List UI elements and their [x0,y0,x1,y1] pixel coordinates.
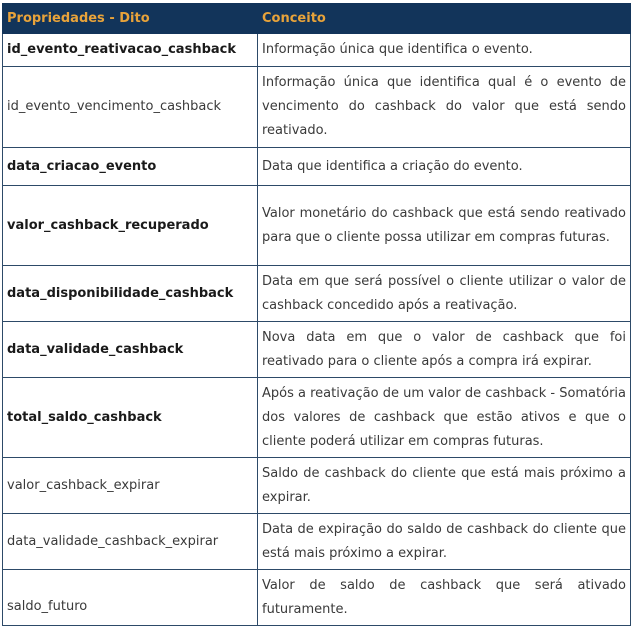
table-row [3,570,631,626]
table-row [3,67,631,148]
table-row [3,514,631,570]
concept-cell: Data em que será possível o cliente utilizar o valor de cashback concedido após a reativação. [258,266,631,322]
concept-cell: Saldo de cashback do cliente que está mais próximo a expirar. [258,458,631,514]
table-header-row [3,4,631,34]
property-cell: data_validade_cashback_expirar [3,514,258,570]
concept-cell: Após a reativação de um valor de cashback - Somatória dos valores de cashback que estão ativos e que o cliente poderá utilizar em compras futuras. [258,378,631,458]
concept-cell: Data que identifica a criação do evento. [258,148,631,186]
concept-cell: Informação única que identifica qual é o evento de vencimento do cashback do valor que está sendo reativado. [258,67,631,148]
property-cell: data_validade_cashback [3,322,258,378]
concept-cell: Nova data em que o valor de cashback que foi reativado para o cliente após a compra irá expirar. [258,322,631,378]
table-row [3,378,631,458]
table-row [3,186,631,266]
concept-cell: Data de expiração do saldo de cashback do cliente que está mais próximo a expirar. [258,514,631,570]
properties-table [2,3,631,626]
table-row [3,458,631,514]
property-cell: valor_cashback_expirar [3,458,258,514]
property-cell: data_criacao_evento [3,148,258,186]
property-cell: saldo_futuro [3,570,258,626]
table-row [3,266,631,322]
concept-cell: Informação única que identifica o evento. [258,34,631,67]
table-row [3,148,631,186]
property-cell: id_evento_vencimento_cashback [3,67,258,148]
concept-cell: Valor de saldo de cashback que será ativado futuramente. [258,570,631,626]
property-cell: data_disponibilidade_cashback [3,266,258,322]
table-row [3,34,631,67]
concept-cell: Valor monetário do cashback que está sendo reativado para que o cliente possa utilizar em compras futuras. [258,186,631,266]
property-cell: valor_cashback_recuperado [3,186,258,266]
header-concept: Conceito [258,4,631,34]
property-cell: total_saldo_cashback [3,378,258,458]
property-cell: id_evento_reativacao_cashback [3,34,258,67]
header-property: Propriedades - Dito [3,4,258,34]
table-row [3,322,631,378]
